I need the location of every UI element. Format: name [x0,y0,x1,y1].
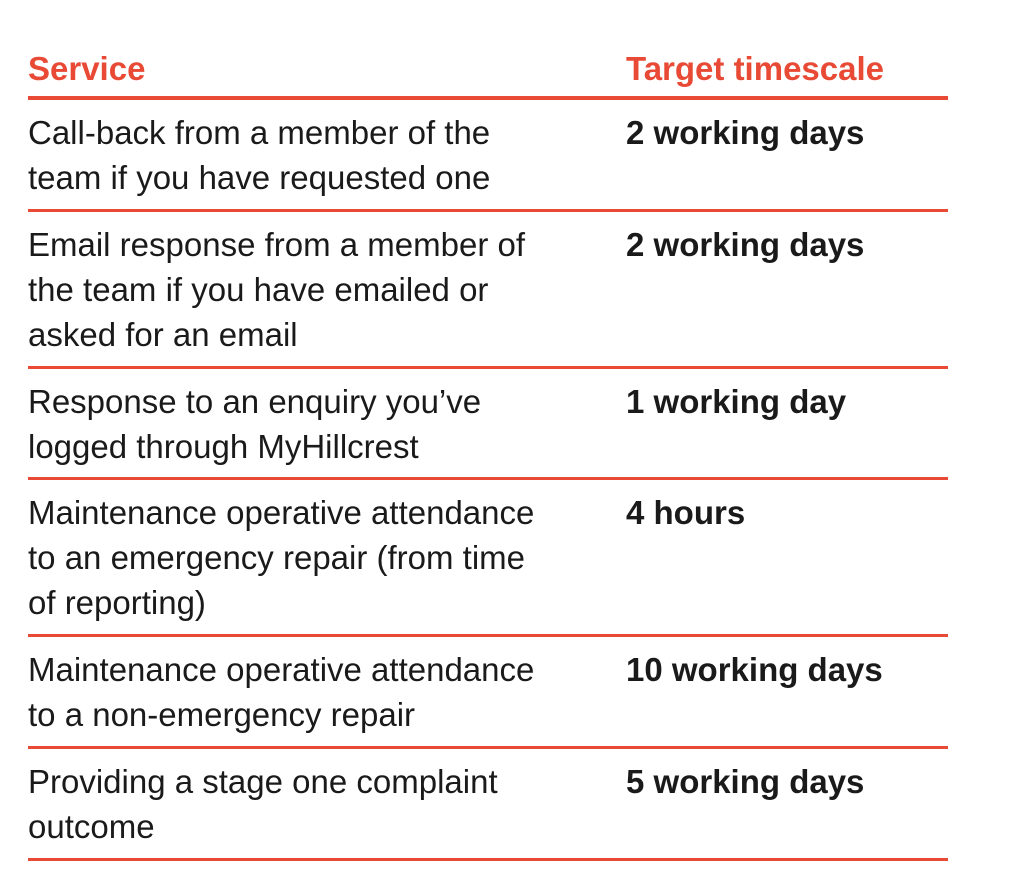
service-cell [28,490,626,634]
target-value: 5 working days [626,763,865,800]
service-line: Response to an enquiry you’ve [28,383,482,420]
service-cell [28,647,626,746]
service-line: Maintenance operative attendance [28,651,535,688]
service-line: Email response from a member of [28,226,526,263]
service-line: Providing a stage one complaint [28,763,498,800]
target-cell [626,110,948,209]
table-row [28,637,948,749]
service-line: Maintenance operative attendance [28,494,535,531]
table-header-row [28,40,948,100]
service-line: the team if you have emailed or [28,271,489,308]
service-cell [28,379,626,477]
target-cell [626,490,948,634]
target-value: 2 working days [626,114,865,151]
target-value: 2 working days [626,226,865,263]
target-cell [626,379,948,477]
target-timescale-column-header: Target timescale [626,49,885,87]
table-row [28,100,948,212]
target-cell [626,759,948,858]
target-cell [626,222,948,366]
service-cell [28,110,626,209]
service-line: asked for an email [28,316,298,353]
table-row [28,369,948,480]
table-row [28,480,948,637]
table-row [28,212,948,369]
service-timescale-table [28,40,948,861]
target-value: 10 working days [626,651,883,688]
service-cell [28,759,626,858]
service-line: outcome [28,808,155,845]
table-row [28,749,948,861]
service-line: to a non-emergency repair [28,696,416,733]
target-value: 4 hours [626,494,746,531]
service-cell [28,222,626,366]
service-line: of reporting) [28,584,206,621]
service-line: Call-back from a member of the [28,114,491,151]
target-value: 1 working day [626,383,847,420]
service-line: to an emergency repair (from time [28,539,526,576]
service-line: team if you have requested one [28,159,491,196]
target-cell [626,647,948,746]
service-line: logged through MyHillcrest [28,428,419,465]
service-column-header: Service [28,49,146,87]
